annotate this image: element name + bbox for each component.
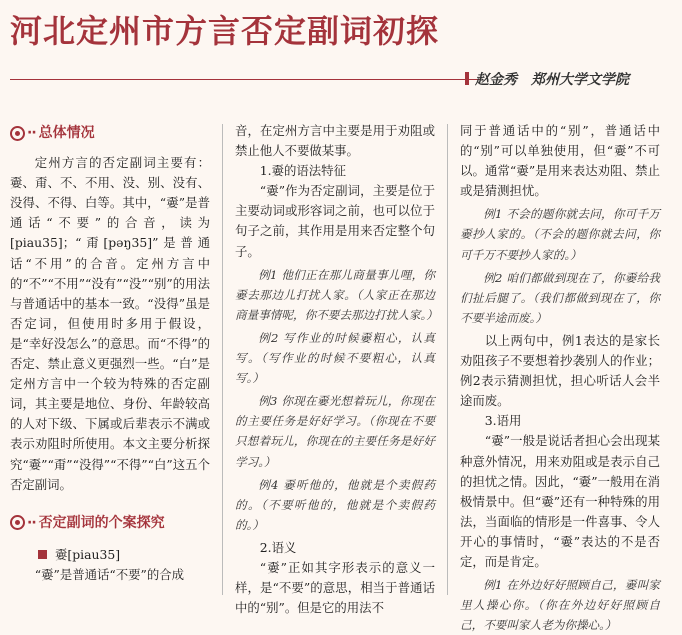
example: 例1 在外边好好照顾自己，嫑叫家里人操心你。（你在外边好好照顾自己，不要叫家人老为你操心。）: [460, 578, 660, 633]
section-heading-overview: ·· 总体情况: [10, 123, 210, 143]
target-circle-icon: [10, 126, 25, 141]
article-title: 河北定州市方言否定副词初探: [10, 12, 440, 50]
subheading: 2.语义: [259, 539, 297, 555]
column-3: [460, 121, 660, 633]
example: 例4 嫑听他的，他就是个卖假药的。（不要听他的，他就是个卖假药的。）: [235, 477, 435, 532]
square-bullet-icon: [38, 550, 47, 559]
example: 例2 咱们都做到现在了，你嫑给我们扯后腿了。（我们都做到现在了，你不要半途而废。）: [460, 270, 660, 325]
paragraph: “嫑”一般是说话者担心会出现某种意外情况，用来劝阻或是表示自己的担忧之情。因此，“嫑”一般用在消极情景中。但“嫑”还有一种特殊的用法，当面临的情形是一件喜事、令人开心的事情时，“嫑”表达的不是否定，而是肯定。: [460, 433, 660, 569]
example: 例3 你现在嫑光想着玩儿，你现在的主要任务是好好学习。（你现在不要只想着玩儿，你现在的主要任务是好好学习。）: [235, 394, 435, 469]
example: 例1 他们正在那儿商量事儿哩，你嫑去那边儿打扰人家。（人家正在那边商量事情呢，你不要去那边打扰人家。）: [235, 267, 438, 322]
term-heading: 嫑[piau35]: [10, 545, 210, 565]
example: 例2 写作业的时候嫑粗心，认真写。（写作业的时候不要粗心，认真写。）: [235, 330, 435, 386]
paragraph: 定州方言的否定副词主要有：嫑、甭、不、不用、没、别、没有、没得、不得、白等。其中，“嫑”是普通话“不要”的合音，读为[piau35]；“甭[pəŋ35]”是普通话“不用”的合音。定州方言中的“不”“不用”“没有”“没”“别”的用法与普通话中的基本一致。“没得”虽是否定词，但使用时多用于假设，是“幸好没怎么”的意思。而“不得”的否定、禁止意义更强烈一些。“白”是定州方言中一个较为特殊的否定副词，其主要是地位、身份、年龄较高的人对下级、下属或后辈表示不满或表示劝阻时所使用。本文主要分析探究“嫑”“甭”“没得”“不得”“白”这五个否定副词。: [10, 155, 210, 492]
subheading: 3.语用: [484, 413, 522, 429]
paragraph: 同于普通话中的“别”，普通话中的“别”可以单独使用，但“嫑”不可以。通常“嫑”是用来表达劝阻、禁止或是猜测担忧。: [460, 123, 660, 199]
dots-icon: ··: [27, 125, 36, 141]
paragraph: 音，在定州方言中主要是用于劝阻或禁止他人不要做某事。: [235, 123, 435, 159]
byline: [475, 69, 629, 89]
paragraph: “嫑”作为否定副词，主要是位于主要动词或形容词之前，也可以位于句子之前，其作用是用来否定整个句子。: [235, 183, 435, 259]
byline-marker: [465, 72, 469, 85]
column-1: [10, 123, 210, 595]
paragraph: “嫑”是普通话“不要”的合成: [34, 566, 185, 582]
section-heading-case-study: ·· 否定副词的个案探究: [10, 513, 210, 533]
dots-icon: ··: [27, 514, 36, 531]
column-2: [235, 121, 438, 616]
column-rule: [447, 124, 448, 595]
target-circle-icon: [10, 515, 25, 530]
subheading: 1.嫑的语法特征: [259, 163, 346, 179]
paragraph: “嫑”正如其字形表示的意义一样，是“不要”的意思，相当于普通话中的“别”。但是它的用法不: [235, 559, 435, 616]
byline-rule: [10, 79, 480, 80]
author-name: 赵金秀: [475, 72, 517, 88]
paragraph: 以上两句中，例1表达的是家长劝阻孩子不要想着抄袭别人的作业；例2表示猜测担忧，担心听话人会半途而废。: [460, 332, 660, 409]
example: 例1 不会的题你就去问，你可千万嫑抄人家的。（不会的题你就去问，你可千万不要抄人家的。）: [460, 207, 660, 262]
author-affiliation: 郑州大学文学院: [531, 72, 629, 88]
column-rule: [222, 124, 223, 595]
